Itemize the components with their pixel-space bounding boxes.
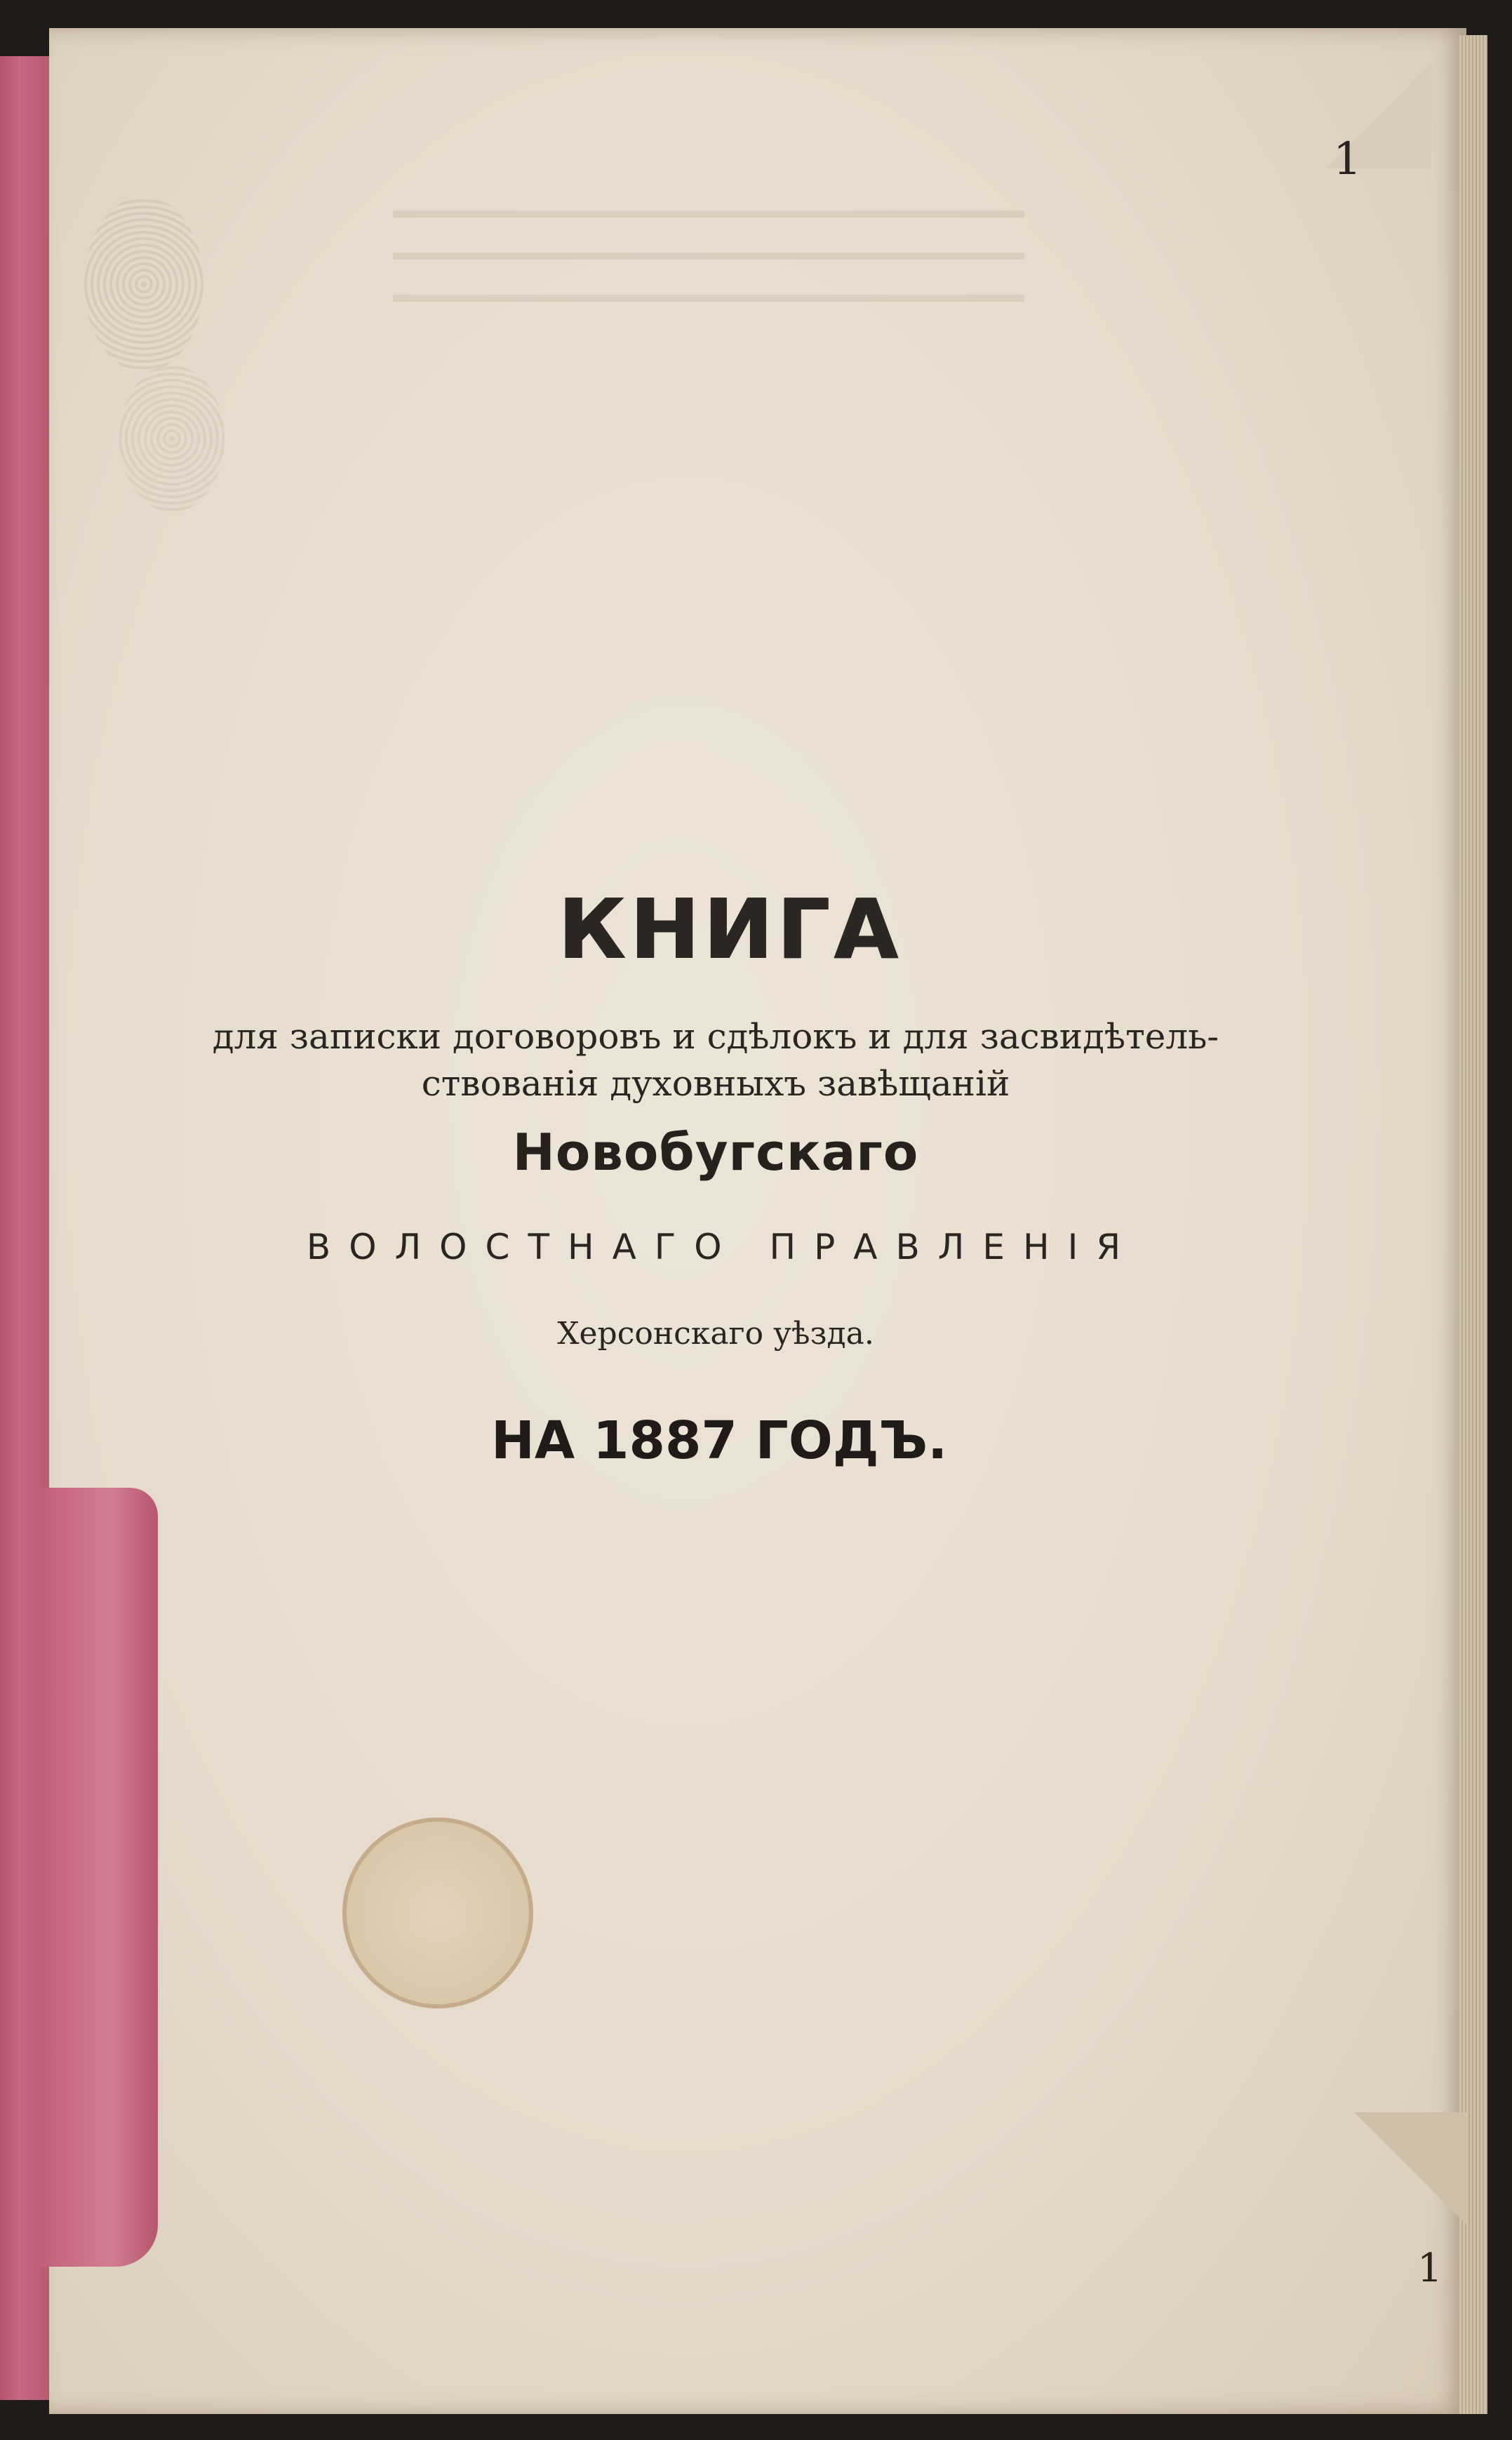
embossed-seal-stamp — [342, 1818, 533, 2008]
subtitle-line-2: ствованія духовныхъ завѣщаній — [421, 1063, 1010, 1104]
district-name: Херсонскаго уѣзда. — [557, 1316, 874, 1352]
year-line: НА 1887 ГОДЪ. — [491, 1411, 948, 1471]
institution-name: Новобугскаго — [512, 1123, 919, 1182]
board-name: ВОЛОСТНАГО ПРАВЛЕНІЯ — [306, 1227, 1139, 1267]
folio-number: 1 — [1333, 133, 1362, 185]
subtitle-line-1: для записки договоровъ и сдѣлокъ и для засвидѣтель- — [212, 1016, 1219, 1057]
folio-number-bottom: 1 — [1417, 2246, 1443, 2291]
book-heading: КНИГА — [557, 881, 902, 978]
